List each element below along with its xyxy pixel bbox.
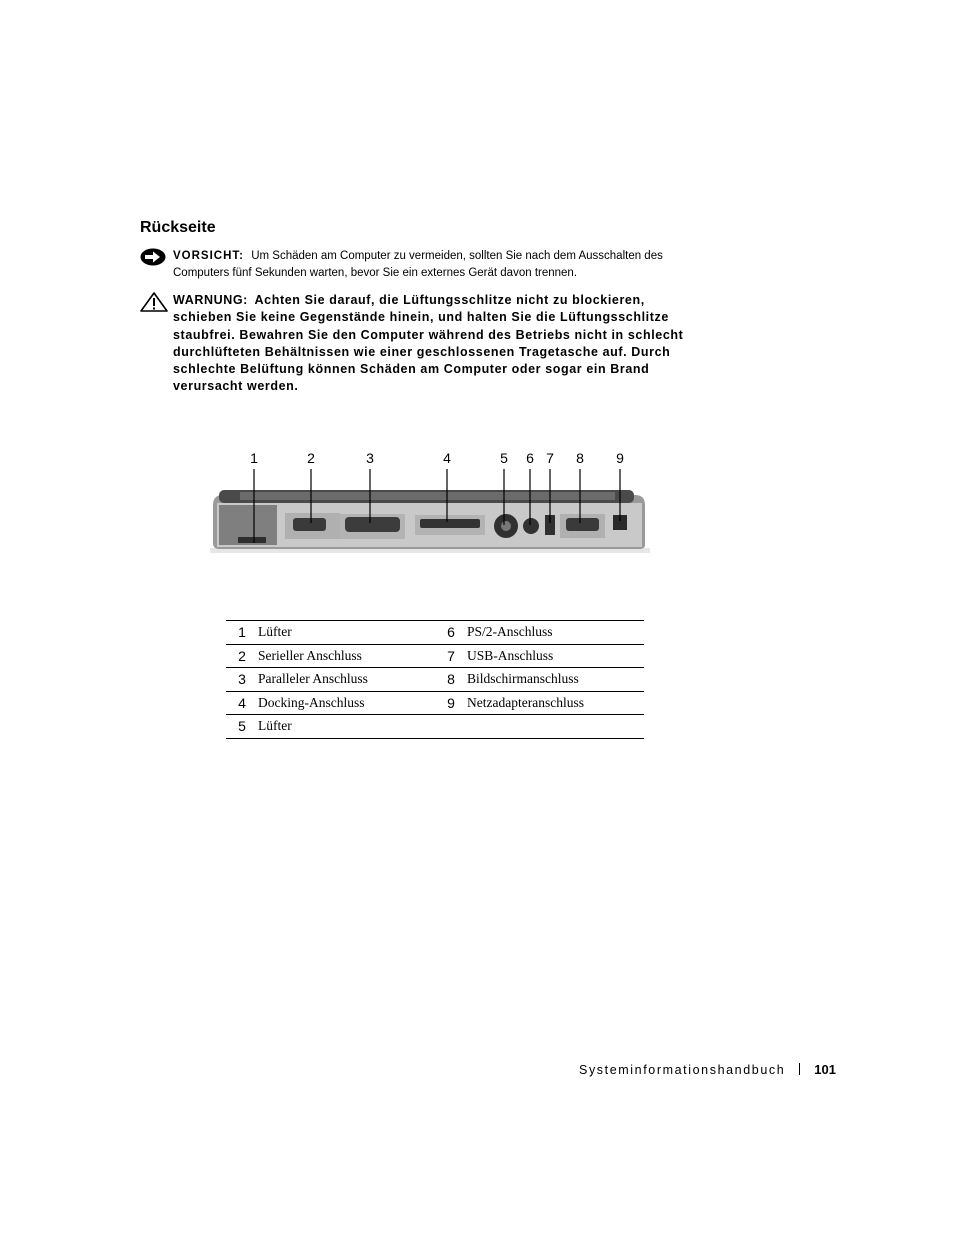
footer-separator xyxy=(799,1063,800,1075)
table-row xyxy=(226,715,644,739)
callout-9: 9 xyxy=(616,450,624,466)
caution-text: Um Schäden am Computer zu vermeiden, sollten Sie nach dem Ausschalten des Computers fünf Sekunden warten, bevor Sie ein externes Gerät davon trennen. xyxy=(173,250,663,279)
legend-number: 7 xyxy=(447,647,455,664)
page-number: 101 xyxy=(814,1062,836,1077)
callout-1: 1 xyxy=(250,450,258,466)
legend-label: USB-Anschluss xyxy=(467,647,554,663)
caution-arrow-icon xyxy=(140,248,166,272)
legend-label: Serieller Anschluss xyxy=(258,647,362,663)
legend-label: Docking-Anschluss xyxy=(258,694,365,710)
footer-title: Systeminformationshandbuch xyxy=(579,1063,786,1077)
legend-label: Lüfter xyxy=(258,624,292,640)
legend-number: 9 xyxy=(447,694,455,711)
legend-number xyxy=(435,715,467,739)
warning-triangle-icon xyxy=(140,292,168,317)
legend-label: Bildschirmanschluss xyxy=(467,671,579,687)
legend-number: 3 xyxy=(238,671,246,688)
table-row xyxy=(226,644,644,668)
legend-number: 8 xyxy=(447,671,455,688)
callout-legend-table xyxy=(226,620,644,739)
callout-5: 5 xyxy=(500,450,508,466)
warning-text: Achten Sie darauf, die Lüftungsschlitze nicht zu blockieren, schieben Sie keine Gegenstände hinein, und halten Sie die Lüftungsschlitze staubfrei. Bewahren Sie den Computer während des Betriebs nicht in schlecht durchlüfteten Behältnissen wie einer geschlossenen Tragetasche auf. Durch schlechte Belüftung können Schäden am Computer oder sogar ein Brand verursacht werden. xyxy=(173,293,684,394)
warning-notice xyxy=(140,292,700,396)
callout-2: 2 xyxy=(307,450,315,466)
callout-7: 7 xyxy=(546,450,554,466)
warning-label: WARNUNG: xyxy=(173,293,248,307)
caution-label: VORSICHT: xyxy=(173,250,244,262)
callout-3: 3 xyxy=(366,450,374,466)
callout-8: 8 xyxy=(576,450,584,466)
legend-label: Lüfter xyxy=(258,718,292,734)
callout-labels xyxy=(250,450,624,466)
table-row xyxy=(226,691,644,715)
legend-label xyxy=(467,715,644,739)
laptop-back-drawing xyxy=(210,490,650,553)
legend-number: 2 xyxy=(238,647,246,664)
section-heading: Rückseite xyxy=(140,219,216,236)
legend-number: 5 xyxy=(238,718,246,735)
legend-label: PS/2-Anschluss xyxy=(467,624,553,640)
page-footer xyxy=(579,1062,836,1077)
table-row xyxy=(226,621,644,645)
legend-label: Paralleler Anschluss xyxy=(258,671,368,687)
caution-notice xyxy=(140,248,700,282)
legend-number: 4 xyxy=(238,694,246,711)
legend-label: Netzadapteranschluss xyxy=(467,694,584,710)
callout-6: 6 xyxy=(526,450,534,466)
legend-number: 6 xyxy=(447,624,455,641)
table-row xyxy=(226,668,644,692)
legend-number: 1 xyxy=(238,624,246,641)
callout-4: 4 xyxy=(443,450,451,466)
back-panel-figure xyxy=(205,445,655,560)
